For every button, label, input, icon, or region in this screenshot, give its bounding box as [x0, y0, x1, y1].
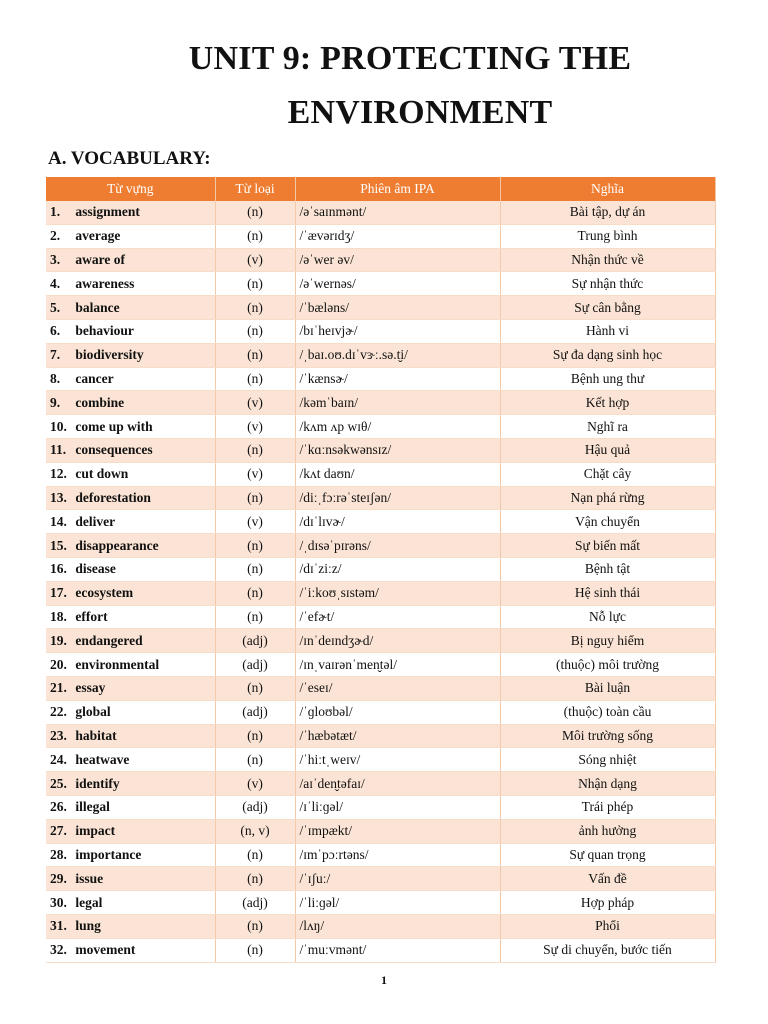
cell-ipa: /ˈbæləns/: [295, 296, 500, 320]
vocab-word: lung: [75, 918, 101, 934]
cell-meaning: Trái phép: [500, 795, 715, 819]
table-row: [46, 629, 715, 653]
cell-word: [46, 296, 215, 320]
cell-word: [46, 772, 215, 796]
table-row: [46, 914, 715, 938]
vocab-word: legal: [75, 894, 103, 910]
table-row: [46, 605, 715, 629]
table-row: [46, 700, 715, 724]
cell-meaning: Phổi: [500, 914, 715, 938]
vocab-word: importance: [75, 846, 142, 862]
row-number: 16.: [50, 561, 67, 577]
cell-meaning: (thuộc) môi trường: [500, 653, 715, 677]
cell-ipa: /ɪmˈpɔːrtəns/: [295, 843, 500, 867]
vocab-word: disappearance: [75, 537, 159, 553]
table-row: [46, 296, 715, 320]
vocab-word: identify: [75, 775, 120, 791]
cell-meaning: Hệ sinh thái: [500, 581, 715, 605]
vocab-word: behaviour: [75, 323, 134, 339]
vocab-word: impact: [75, 823, 116, 839]
row-number: 32.: [50, 942, 67, 958]
table-row: [46, 819, 715, 843]
cell-word: [46, 438, 215, 462]
cell-meaning: Sự quan trọng: [500, 843, 715, 867]
cell-word: [46, 843, 215, 867]
row-number: 24.: [50, 751, 67, 767]
cell-word: [46, 272, 215, 296]
cell-word: [46, 224, 215, 248]
vocab-word: essay: [75, 680, 106, 696]
vocab-word: deforestation: [75, 489, 151, 505]
vocab-word: combine: [75, 394, 125, 410]
cell-meaning: Bị nguy hiểm: [500, 629, 715, 653]
cell-ipa: /əˈwernəs/: [295, 272, 500, 296]
cell-part-of-speech: (n): [215, 843, 295, 867]
cell-meaning: Bệnh ung thư: [500, 367, 715, 391]
cell-ipa: /ˈiːkoʊˌsɪstəm/: [295, 581, 500, 605]
table-row: [46, 462, 715, 486]
row-number: 25.: [50, 775, 67, 791]
cell-ipa: /kʌt daʊn/: [295, 462, 500, 486]
row-number: 5.: [50, 299, 61, 315]
vocab-word: awareness: [75, 275, 135, 291]
vocab-word: deliver: [75, 513, 116, 529]
cell-meaning: Sự cân bằng: [500, 296, 715, 320]
cell-meaning: Nghĩ ra: [500, 415, 715, 439]
cell-part-of-speech: (n): [215, 272, 295, 296]
cell-part-of-speech: (n): [215, 605, 295, 629]
row-number: 15.: [50, 537, 67, 553]
cell-meaning: Vận chuyển: [500, 510, 715, 534]
cell-meaning: Nỗ lực: [500, 605, 715, 629]
cell-ipa: /ɪˈliːɡəl/: [295, 795, 500, 819]
table-row: [46, 891, 715, 915]
row-number: 30.: [50, 894, 67, 910]
cell-meaning: Bệnh tật: [500, 557, 715, 581]
cell-meaning: (thuộc) toàn cầu: [500, 700, 715, 724]
row-number: 3.: [50, 251, 61, 267]
header-part-of-speech: Từ loại: [215, 177, 295, 201]
cell-meaning: Sự biến mất: [500, 534, 715, 558]
cell-ipa: /ɪnˌvaɪrənˈmen̬təl/: [295, 653, 500, 677]
cell-ipa: /əˈwer əv/: [295, 248, 500, 272]
row-number: 8.: [50, 370, 61, 386]
cell-word: [46, 653, 215, 677]
table-row: [46, 938, 715, 962]
cell-word: [46, 510, 215, 534]
cell-part-of-speech: (n): [215, 486, 295, 510]
table-row: [46, 391, 715, 415]
table-row: [46, 248, 715, 272]
vocab-word: aware of: [75, 251, 125, 267]
row-number: 10.: [50, 418, 67, 434]
cell-meaning: Vấn đề: [500, 867, 715, 891]
cell-part-of-speech: (n): [215, 867, 295, 891]
cell-part-of-speech: (v): [215, 248, 295, 272]
row-number: 22.: [50, 704, 67, 720]
cell-word: [46, 724, 215, 748]
cell-ipa: /kəmˈbaɪn/: [295, 391, 500, 415]
vocab-word: assignment: [75, 204, 140, 220]
cell-part-of-speech: (n): [215, 343, 295, 367]
vocab-word: consequences: [75, 442, 153, 458]
cell-meaning: Hậu quả: [500, 438, 715, 462]
table-row: [46, 343, 715, 367]
cell-word: [46, 700, 215, 724]
cell-meaning: Nạn phá rừng: [500, 486, 715, 510]
cell-meaning: Trung bình: [500, 224, 715, 248]
cell-ipa: /ˌdɪsəˈpɪrəns/: [295, 534, 500, 558]
cell-part-of-speech: (n, v): [215, 819, 295, 843]
table-row: [46, 272, 715, 296]
vocab-word: average: [75, 228, 121, 244]
row-number: 12.: [50, 466, 67, 482]
cell-ipa: /ˈliːɡəl/: [295, 891, 500, 915]
cell-ipa: /ˈhiːtˌweɪv/: [295, 748, 500, 772]
row-number: 28.: [50, 846, 67, 862]
cell-ipa: /lʌŋ/: [295, 914, 500, 938]
cell-part-of-speech: (n): [215, 438, 295, 462]
cell-ipa: /ˈkɑːnsəkwənsɪz/: [295, 438, 500, 462]
cell-word: [46, 914, 215, 938]
row-number: 11.: [50, 442, 67, 458]
table-row: [46, 486, 715, 510]
cell-meaning: ảnh hưởng: [500, 819, 715, 843]
cell-ipa: /ɪnˈdeɪndʒɚd/: [295, 629, 500, 653]
table-row: [46, 867, 715, 891]
cell-part-of-speech: (n): [215, 914, 295, 938]
cell-ipa: /ˈefɚt/: [295, 605, 500, 629]
page-number: 1: [381, 973, 387, 987]
cell-part-of-speech: (n): [215, 319, 295, 343]
row-number: 6.: [50, 323, 61, 339]
section-heading: A. VOCABULARY:: [48, 148, 211, 169]
cell-part-of-speech: (n): [215, 224, 295, 248]
table-row: [46, 581, 715, 605]
cell-ipa: /ˌbaɪ.oʊ.dɪˈvɝː.sə.t̬i/: [295, 343, 500, 367]
vocab-word: habitat: [75, 727, 117, 743]
cell-ipa: /ˈkænsɚ/: [295, 367, 500, 391]
cell-word: [46, 557, 215, 581]
vocabulary-table: [46, 177, 716, 963]
table-row: [46, 438, 715, 462]
vocab-word: come up with: [75, 418, 153, 434]
table-row: [46, 748, 715, 772]
cell-meaning: Sự di chuyển, bước tiến: [500, 938, 715, 962]
cell-word: [46, 605, 215, 629]
cell-ipa: /əˈsaɪnmənt/: [295, 201, 500, 224]
cell-word: [46, 819, 215, 843]
vocab-word: global: [75, 704, 111, 720]
cell-part-of-speech: (n): [215, 938, 295, 962]
row-number: 19.: [50, 632, 67, 648]
cell-part-of-speech: (v): [215, 391, 295, 415]
table-row: [46, 534, 715, 558]
cell-meaning: Sự đa dạng sinh học: [500, 343, 715, 367]
cell-word: [46, 581, 215, 605]
table-row: [46, 224, 715, 248]
table-row: [46, 676, 715, 700]
cell-word: [46, 676, 215, 700]
table-row: [46, 772, 715, 796]
header-word: Từ vựng: [46, 177, 215, 201]
cell-meaning: Bài tập, dự án: [500, 201, 715, 224]
cell-ipa: /aɪˈden̬təfaɪ/: [295, 772, 500, 796]
row-number: 20.: [50, 656, 67, 672]
cell-ipa: /ˈɡloʊbəl/: [295, 700, 500, 724]
row-number: 23.: [50, 727, 67, 743]
cell-word: [46, 867, 215, 891]
vocab-word: biodiversity: [75, 347, 144, 363]
vocab-word: environmental: [75, 656, 160, 672]
cell-word: [46, 534, 215, 558]
cell-meaning: Kết hợp: [500, 391, 715, 415]
cell-ipa: /ˈhæbətæt/: [295, 724, 500, 748]
row-number: 21.: [50, 680, 67, 696]
vocab-word: endangered: [75, 632, 143, 648]
row-number: 18.: [50, 608, 67, 624]
row-number: 2.: [50, 228, 61, 244]
table-row: [46, 557, 715, 581]
page-title-line2: ENVIRONMENT: [287, 94, 553, 131]
cell-ipa: /dɪˈlɪvɚ/: [295, 510, 500, 534]
cell-ipa: /ˈɪʃuː/: [295, 867, 500, 891]
table-header-row: [46, 177, 715, 201]
cell-word: [46, 367, 215, 391]
cell-part-of-speech: (v): [215, 510, 295, 534]
table-body: [46, 201, 715, 962]
row-number: 27.: [50, 823, 67, 839]
cell-word: [46, 748, 215, 772]
cell-word: [46, 629, 215, 653]
vocab-word: ecosystem: [75, 585, 134, 601]
row-number: 1.: [50, 204, 61, 220]
cell-word: [46, 891, 215, 915]
cell-word: [46, 415, 215, 439]
vocab-word: cancer: [75, 370, 114, 386]
cell-word: [46, 938, 215, 962]
cell-ipa: /ˈævərɪdʒ/: [295, 224, 500, 248]
cell-part-of-speech: (adj): [215, 700, 295, 724]
vocab-word: issue: [75, 870, 104, 886]
vocab-word: effort: [75, 608, 108, 624]
table-row: [46, 367, 715, 391]
table-row: [46, 201, 715, 224]
header-ipa: Phiên âm IPA: [295, 177, 500, 201]
cell-ipa: /ˈmuːvmənt/: [295, 938, 500, 962]
cell-part-of-speech: (adj): [215, 629, 295, 653]
cell-word: [46, 248, 215, 272]
cell-meaning: Nhận thức về: [500, 248, 715, 272]
vocab-word: heatwave: [75, 751, 130, 767]
cell-word: [46, 319, 215, 343]
table-row: [46, 510, 715, 534]
cell-word: [46, 343, 215, 367]
cell-part-of-speech: (adj): [215, 891, 295, 915]
cell-part-of-speech: (n): [215, 676, 295, 700]
page-title-line1: UNIT 9: PROTECTING THE: [188, 40, 632, 77]
cell-part-of-speech: (adj): [215, 653, 295, 677]
vocab-word: balance: [75, 299, 120, 315]
cell-part-of-speech: (v): [215, 772, 295, 796]
cell-ipa: /ˈeseɪ/: [295, 676, 500, 700]
cell-word: [46, 462, 215, 486]
table-row: [46, 653, 715, 677]
row-number: 9.: [50, 394, 61, 410]
cell-ipa: /dɪˈziːz/: [295, 557, 500, 581]
cell-meaning: Nhận dạng: [500, 772, 715, 796]
cell-part-of-speech: (n): [215, 296, 295, 320]
cell-meaning: Hợp pháp: [500, 891, 715, 915]
cell-meaning: Bài luận: [500, 676, 715, 700]
cell-meaning: Sóng nhiệt: [500, 748, 715, 772]
cell-ipa: /bɪˈheɪvjɚ/: [295, 319, 500, 343]
cell-word: [46, 391, 215, 415]
cell-ipa: /kʌm ʌp wɪθ/: [295, 415, 500, 439]
row-number: 13.: [50, 489, 67, 505]
vocab-word: movement: [75, 942, 136, 958]
cell-word: [46, 795, 215, 819]
cell-meaning: Hành vi: [500, 319, 715, 343]
vocab-word: illegal: [75, 799, 110, 815]
cell-part-of-speech: (n): [215, 201, 295, 224]
row-number: 26.: [50, 799, 67, 815]
row-number: 17.: [50, 585, 67, 601]
table-row: [46, 319, 715, 343]
cell-meaning: Chặt cây: [500, 462, 715, 486]
row-number: 7.: [50, 347, 61, 363]
cell-part-of-speech: (n): [215, 367, 295, 391]
table-row: [46, 795, 715, 819]
row-number: 29.: [50, 870, 67, 886]
cell-part-of-speech: (n): [215, 557, 295, 581]
cell-word: [46, 486, 215, 510]
cell-ipa: /diːˌfɔːrəˈsteɪʃən/: [295, 486, 500, 510]
cell-meaning: Sự nhận thức: [500, 272, 715, 296]
row-number: 14.: [50, 513, 67, 529]
cell-part-of-speech: (adj): [215, 795, 295, 819]
cell-meaning: Môi trường sống: [500, 724, 715, 748]
table-row: [46, 724, 715, 748]
cell-part-of-speech: (n): [215, 581, 295, 605]
cell-part-of-speech: (v): [215, 462, 295, 486]
table-row: [46, 415, 715, 439]
cell-part-of-speech: (n): [215, 748, 295, 772]
vocab-word: disease: [75, 561, 116, 577]
cell-part-of-speech: (n): [215, 534, 295, 558]
cell-ipa: /ˈɪmpækt/: [295, 819, 500, 843]
row-number: 4.: [50, 275, 61, 291]
cell-part-of-speech: (n): [215, 724, 295, 748]
cell-word: [46, 201, 215, 224]
row-number: 31.: [50, 918, 67, 934]
header-meaning: Nghĩa: [500, 177, 715, 201]
vocab-word: cut down: [75, 466, 129, 482]
table-row: [46, 843, 715, 867]
cell-part-of-speech: (v): [215, 415, 295, 439]
